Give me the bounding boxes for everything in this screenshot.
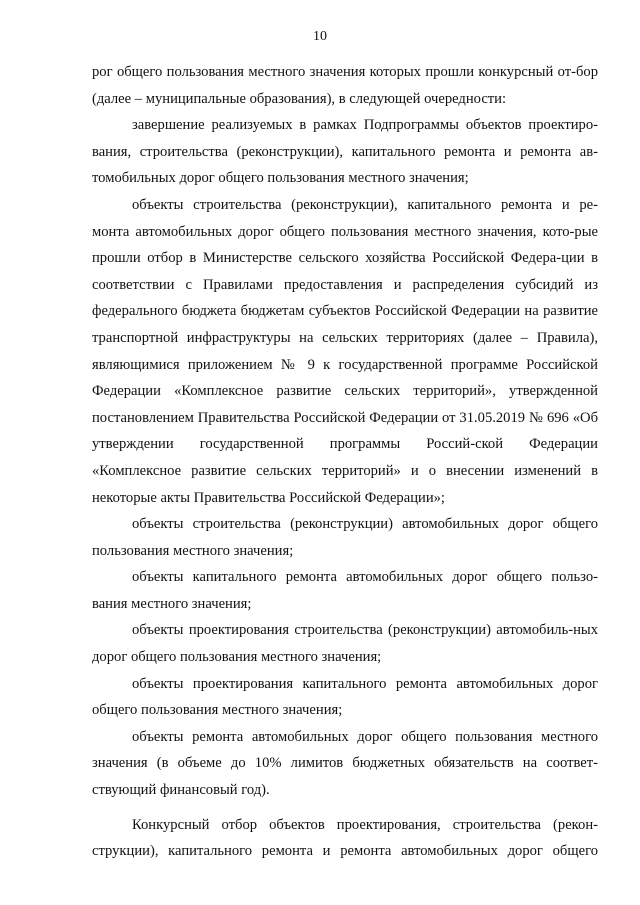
paragraph-1: рог общего пользования местного значения которых прошли конкурсный от-бор (далее – муниципальные образования), в следующей очередности: xyxy=(92,64,598,107)
paragraph-7: объекты проектирования капитального ремонта автомобильных дорог общего пользования местного значения; xyxy=(92,675,598,719)
paragraph-5: объекты капитального ремонта автомобильных дорог общего пользо-вания местного значения; xyxy=(92,569,598,612)
paragraph-4: объекты строительства (реконструкции) автомобильных дорог общего пользования местного значения; xyxy=(92,516,598,559)
paragraph-3: объекты строительства (реконструкции), капитального ремонта и ре-монта автомобильных дорог общего пользования местного значения, кото-рые прошли отбор в Министерстве сельского хозяйства Российской Федера-ции в соответствии с Правилами предоставления и распределения субсидий из федерального бюджета бюджетам субъектов Российской Федерации на развитие транспортной инфраструктуры на сельских территориях (далее – Правила), являющимися приложением № 9 к государственной программе Российской Федерации «Комплексное развитие сельских территорий», утвержденной постановлением Правительства Российской Федерации от 31.05.2019 № 696 «Об утверждении государственной программы Россий-ской Федерации «Комплексное развитие сельских территорий» и о внесении изменений в некоторые акты Правительства Российской Федерации»; xyxy=(92,196,598,506)
paragraph-8: объекты ремонта автомобильных дорог общего пользования местного значения (в объеме до 10% лимитов бюджетных обязательств на соответ-ствующий финансовый год). xyxy=(92,728,598,799)
paragraph-2: завершение реализуемых в рамках Подпрограммы объектов проектиро-вания, строительства (реконструкции), капитального ремонта и ремонта ав-томобильных дорог общего пользования местного значения; xyxy=(92,117,598,187)
paragraph-gap xyxy=(92,804,598,812)
document-body xyxy=(92,59,598,865)
page-number: 10 xyxy=(313,29,327,44)
paragraph-6: объекты проектирования строительства (реконструкции) автомобиль-ных дорог общего пользования местного значения; xyxy=(92,622,598,666)
paragraph-9: Конкурсный отбор объектов проектирования, строительства (рекон-струкции), капитального ремонта и ремонта автомобильных дорог общего xyxy=(92,816,598,860)
